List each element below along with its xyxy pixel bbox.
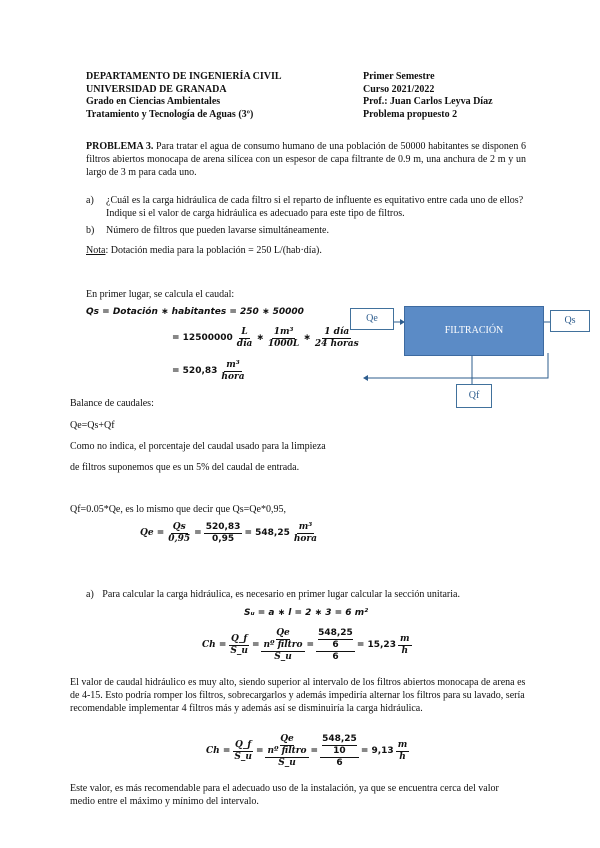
question-b-text: Número de filtros que pueden lavarse simultáneamente. bbox=[106, 225, 329, 236]
header-department: DEPARTAMENTO DE INGENIERÍA CIVIL bbox=[86, 71, 282, 82]
header-right bbox=[363, 71, 543, 121]
comment-high-load: El valor de caudal hidráulico es muy alto, siendo superior al intervalo de los filtros abiertos monocapa de arena es de 4-15. Esto podría romper los filtros, sobrecargarlos y además impediría alternar los filtros para su lavado, sería recomendable implementar 4 filtros más y además así se disminuiría la carga hidráulica. bbox=[70, 677, 526, 714]
question-a-text: ¿Cuál es la carga hidráulica de cada filtro si el reparto de influente es equitativo entre cada uno de ellos? Indique si el valor de carga hidráulica es adecuado para este tipo de filtros. bbox=[106, 195, 524, 219]
filtration-box: FILTRACIÓN bbox=[404, 306, 544, 356]
question-b: b) Número de filtros que pueden lavarse simultáneamente. bbox=[86, 224, 526, 237]
qf-box: Qf bbox=[456, 384, 492, 408]
eq-unit-section: Sᵤ = a ∗ l = 2 ∗ 3 = 6 m² bbox=[244, 608, 369, 618]
eq-hydraulic-load-1: Ch = $\frac{Q\_f}{S\_u}$ = Qe nº filtro S_u = 548,25 6 6 = 15,23 m h bbox=[202, 628, 410, 662]
assumption-line-2: de filtros suponemos que es un 5% del caudal de entrada. bbox=[70, 462, 300, 473]
header-problem-number: Problema propuesto 2 bbox=[363, 108, 458, 120]
problem-statement bbox=[86, 140, 526, 179]
question-a: a) ¿Cuál es la carga hidráulica de cada filtro si el reparto de influente es equitativo entre cada uno de ellos? Indique si el valor de carga hidráulica es adecuado para este tipo de filtros. bbox=[86, 194, 526, 220]
part-a: a) Para calcular la carga hidráulica, es necesario en primer lugar calcular la sección unitaria. bbox=[86, 589, 460, 600]
comment-recommended: Este valor, es más recomendable para el adecuado uso de la instalación, ya que se encuentra cerca del valor medio entre el máximo y mínimo del intervalo. bbox=[70, 783, 499, 807]
eq-inflow: Qe = $\frac{Qs}{0,95}$ = $\frac{520,83}{0,95}$ = 548,25 m³ hora bbox=[140, 522, 317, 544]
note-text: : Dotación media para la población = 250 L/(hab·día). bbox=[105, 245, 322, 256]
problem-text: Para tratar el agua de consumo humano de una población de 50000 habitantes se disponen 6 filtros abiertos monocapa de arena silícea con un espesor de capa filtrante de 0.9 m, una anchura de 2 m y un largo de 3 m para cada uno. bbox=[86, 141, 527, 178]
recycle-line bbox=[368, 353, 548, 378]
qs-box: Qs bbox=[550, 310, 590, 332]
eq-flow-definition: Qs = Dotación ∗ habitantes = 250 ∗ 50000 bbox=[86, 307, 304, 317]
part-a-text: Para calcular la carga hidráulica, es necesario en primer lugar calcular la sección unitaria. bbox=[102, 589, 460, 600]
note bbox=[86, 244, 526, 257]
header-semester: Primer Semestre bbox=[363, 71, 435, 82]
balance-title: Balance de caudales: bbox=[70, 398, 154, 409]
eq-flow-result: = 520,83 m³ hora bbox=[172, 360, 245, 382]
header-professor: Prof.: Juan Carlos Leyva Díaz bbox=[363, 96, 493, 107]
header-course: Tratamiento y Tecnología de Aguas (3º) bbox=[86, 108, 254, 120]
header-year: Curso 2021/2022 bbox=[363, 83, 435, 95]
recycle-arrowhead bbox=[363, 375, 368, 381]
qf-relation: Qf=0.05*Qe, es lo mismo que decir que Qs=Qe*0,95, bbox=[70, 504, 286, 515]
qe-box: Qe bbox=[350, 308, 394, 330]
problem-title: PROBLEMA 3. bbox=[86, 141, 154, 152]
balance-equation: Qe=Qs+Qf bbox=[70, 420, 115, 431]
eq-flow-conversion: = 12500000 L día ∗ 1m³ 1000L ∗ 1 día 24 horas bbox=[172, 327, 359, 349]
eq-hydraulic-load-2: Ch = $\frac{Q\_f}{S\_u}$ = Qe nº filtro S_u = 548,25 10 6 = 9,13 m h bbox=[206, 734, 408, 768]
header-left bbox=[86, 71, 356, 121]
assumption-line-1: Como no indica, el porcentaje del caudal usado para la limpieza bbox=[70, 441, 326, 452]
solution-intro: En primer lugar, se calcula el caudal: bbox=[86, 289, 235, 300]
header-university: UNIVERSIDAD DE GRANADA bbox=[86, 83, 227, 95]
note-label: Nota bbox=[86, 245, 106, 256]
header-degree: Grado en Ciencias Ambientales bbox=[86, 96, 221, 107]
